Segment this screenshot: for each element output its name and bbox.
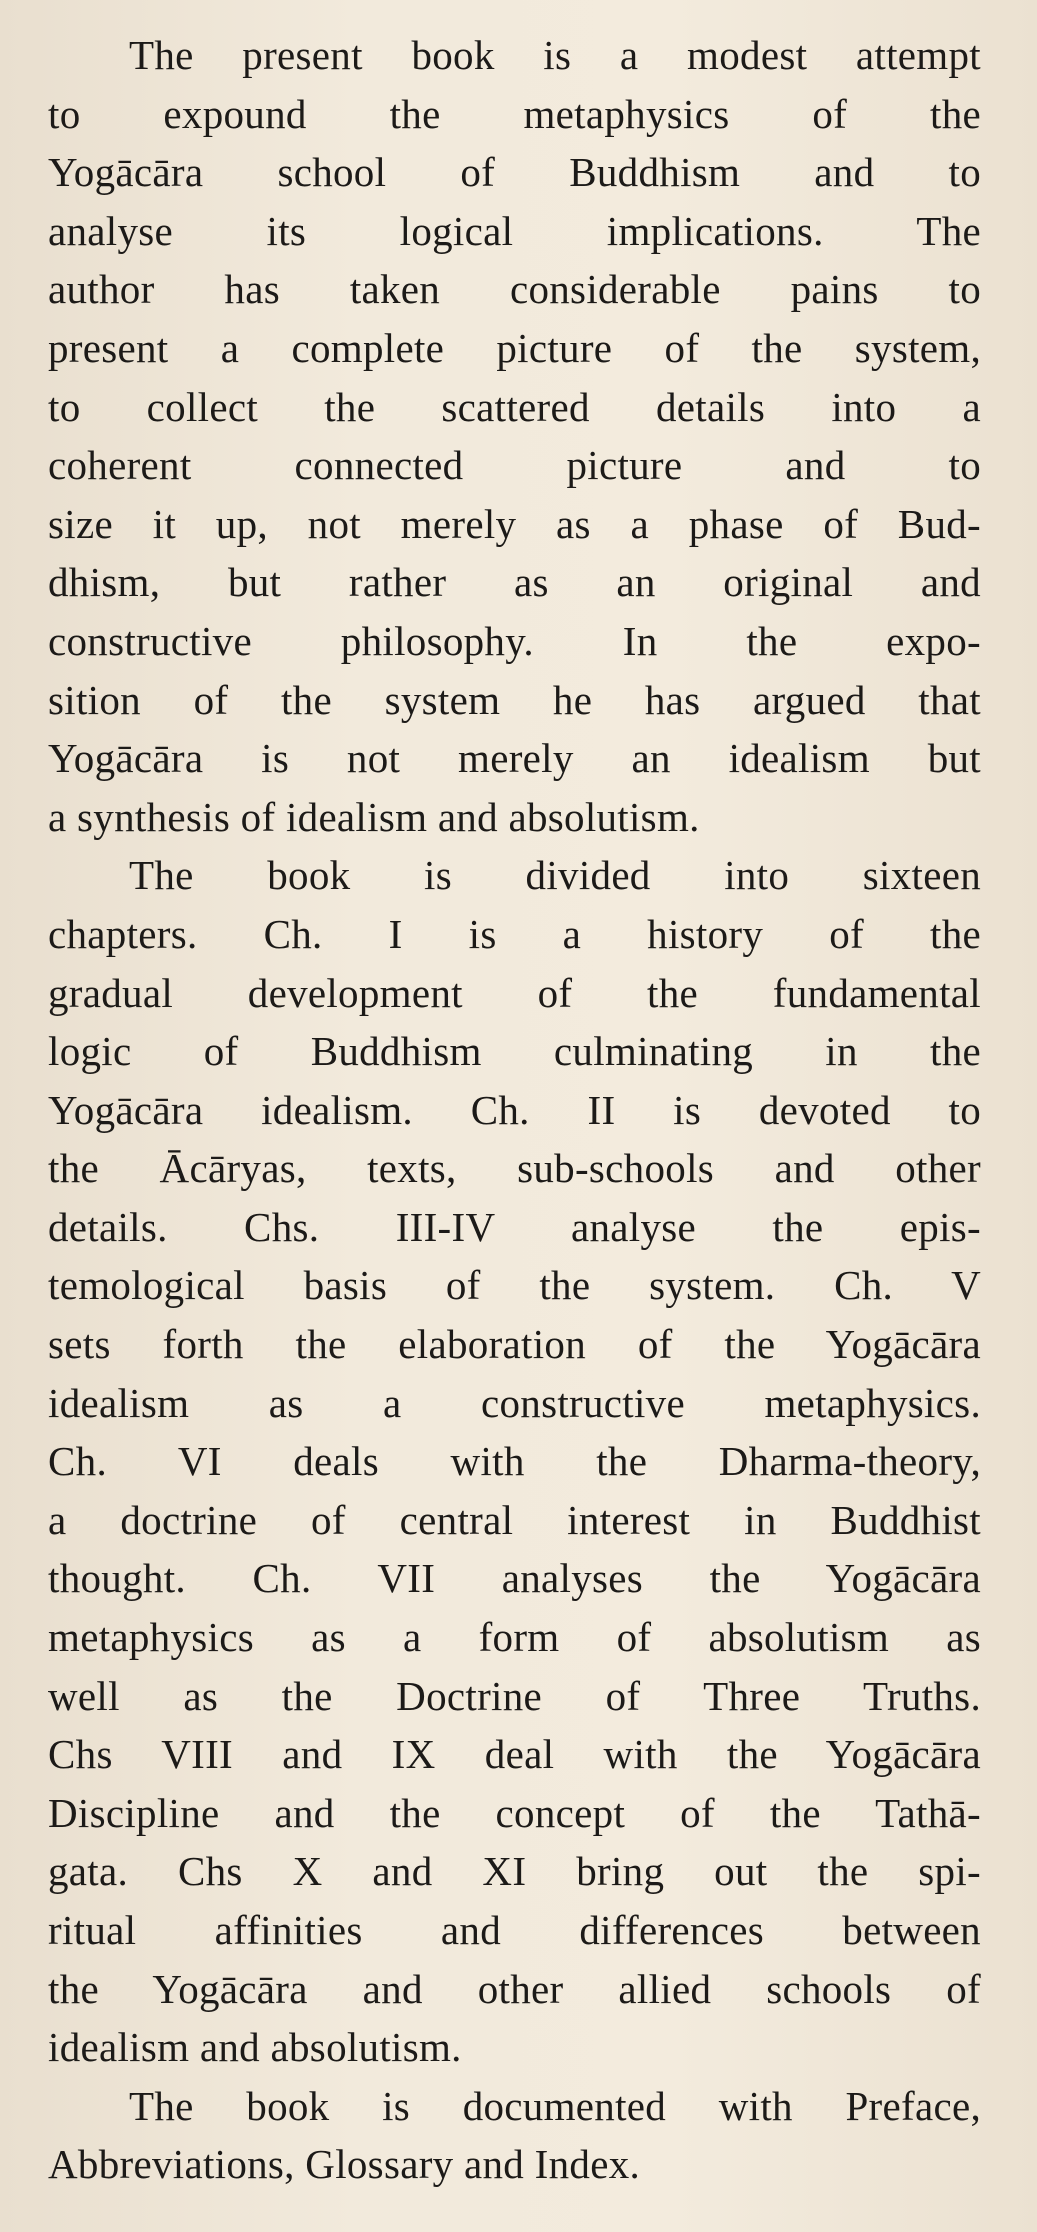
text-line: present a complete picture of the system,	[48, 324, 981, 371]
text-line: Discipline and the concept of the Tathā-	[48, 1789, 981, 1836]
text-line: to expound the metaphysics of the	[48, 90, 981, 137]
text-line: dhism, but rather as an original and	[48, 559, 981, 606]
paragraph-chapters	[48, 846, 981, 2076]
paragraph-documentation	[48, 2077, 981, 2194]
text-line: a doctrine of central interest in Buddhist	[48, 1496, 981, 1543]
text-line: temological basis of the system. Ch. V	[48, 1262, 981, 1309]
text-line: gata. Chs X and XI bring out the spi-	[48, 1848, 981, 1895]
text-line: to collect the scattered details into a	[48, 383, 981, 430]
text-line: thought. Ch. VII analyses the Yogācāra	[48, 1555, 981, 1602]
text-line: author has taken considerable pains to	[48, 266, 981, 313]
text-line: chapters. Ch. I is a history of the	[48, 910, 981, 957]
text-line: Yogācāra is not merely an idealism but	[48, 735, 981, 782]
text-line: gradual development of the fundamental	[48, 969, 981, 1016]
text-line: The present book is a modest attempt	[129, 32, 981, 78]
text-line: The book is divided into sixteen	[129, 852, 981, 899]
paragraph-intro	[48, 26, 981, 846]
text-line: idealism and absolutism.	[48, 2024, 462, 2071]
text-line: the Ācāryas, texts, sub-schools and other	[48, 1145, 981, 1192]
text-line: size it up, not merely as a phase of Bud-	[48, 500, 981, 547]
text-line: analyse its logical implications. The	[48, 207, 981, 254]
text-line: coherent connected picture and to	[48, 442, 981, 489]
text-line: The book is documented with Preface,	[129, 2082, 981, 2129]
text-line: Yogācāra idealism. Ch. II is devoted to	[48, 1086, 981, 1133]
text-line: a synthesis of idealism and absolutism.	[48, 793, 700, 840]
text-line: Chs VIII and IX deal with the Yogācāra	[48, 1731, 981, 1778]
text-line: the Yogācāra and other allied schools of	[48, 1965, 981, 2012]
text-line: Abbreviations, Glossary and Index.	[48, 2141, 641, 2188]
text-line: details. Chs. III-IV analyse the epis-	[48, 1203, 981, 1250]
text-line: Ch. VI deals with the Dharma-theory,	[48, 1438, 981, 1485]
text-line: idealism as a constructive metaphysics.	[48, 1379, 981, 1426]
text-line: sition of the system he has argued that	[48, 676, 981, 723]
text-line: logic of Buddhism culminating in the	[48, 1028, 981, 1075]
text-line: sets forth the elaboration of the Yogācāra	[48, 1321, 981, 1368]
text-line: Yogācāra school of Buddhism and to	[48, 149, 981, 196]
text-line: well as the Doctrine of Three Truths.	[48, 1672, 981, 1719]
text-line: metaphysics as a form of absolutism as	[48, 1614, 981, 1661]
text-line: ritual affinities and differences between	[48, 1907, 981, 1953]
text-line: constructive philosophy. In the expo-	[48, 617, 981, 664]
